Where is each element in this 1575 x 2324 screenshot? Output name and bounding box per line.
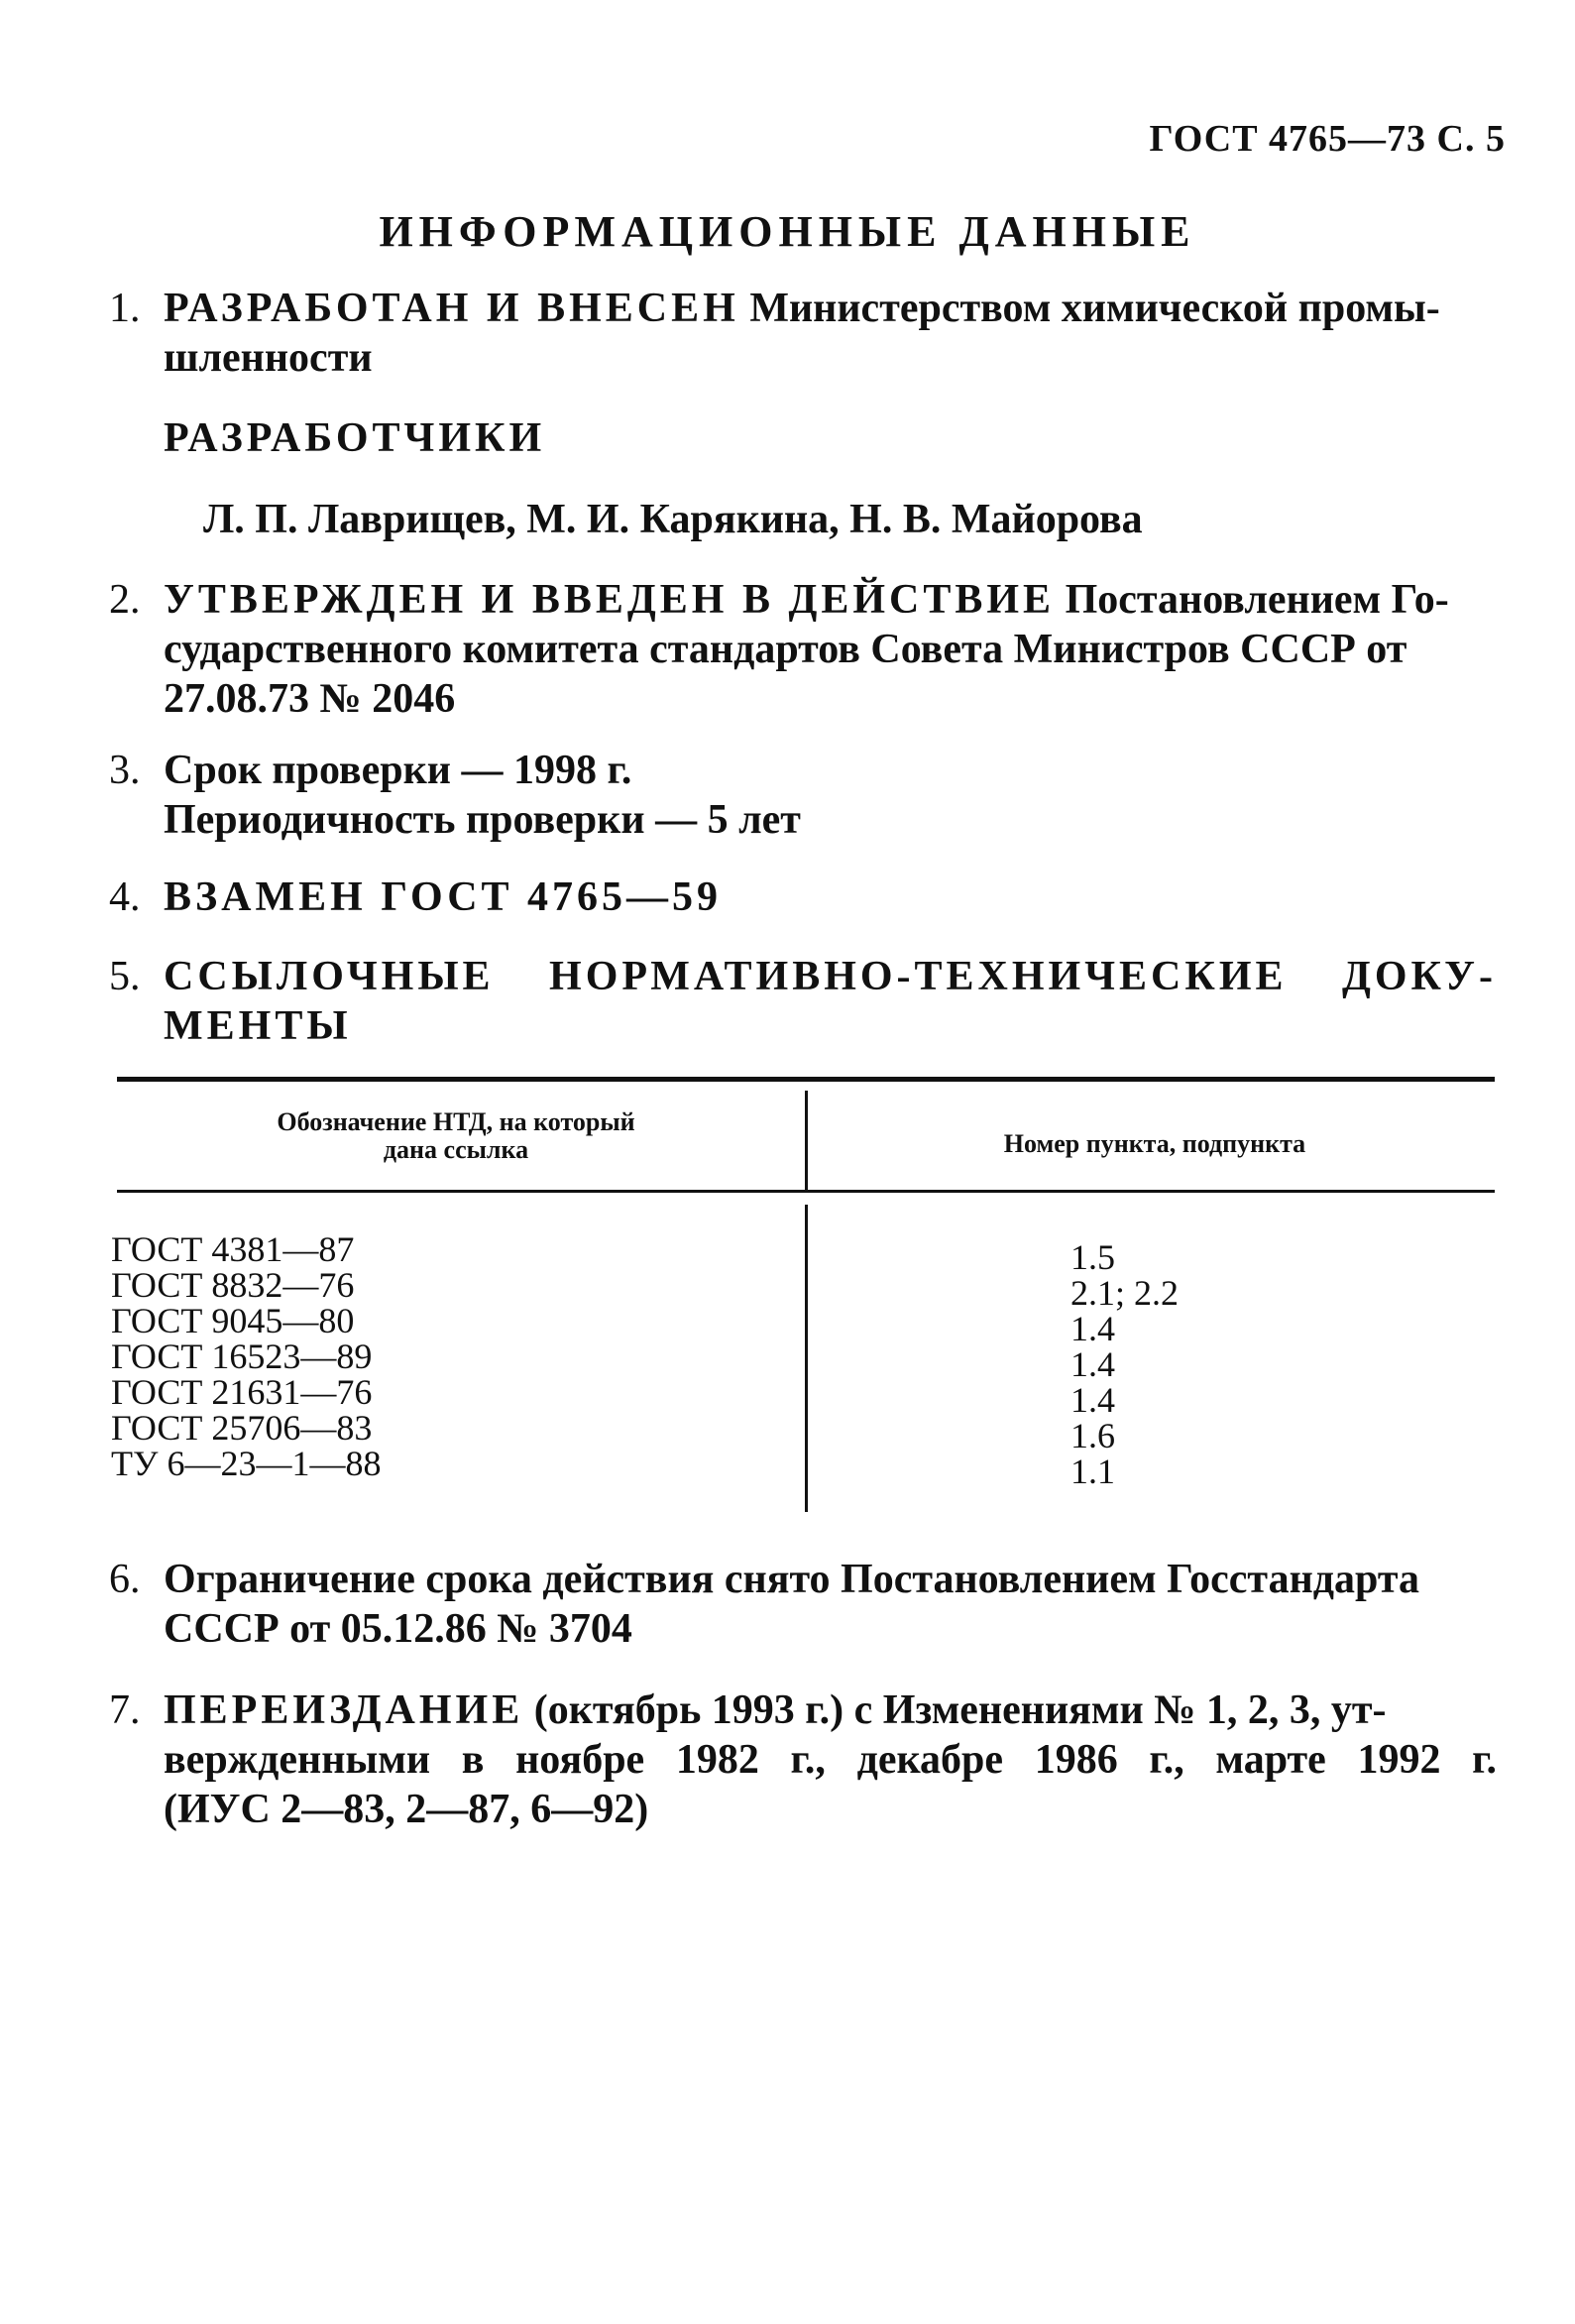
developers-heading: РАЗРАБОТЧИКИ — [164, 415, 546, 461]
item-text-cont: СССР от 05.12.86 № 3704 — [164, 1606, 632, 1652]
item-7 — [109, 1685, 1497, 1834]
table-cell-clause: 2.1; 2.2 — [1070, 1273, 1180, 1313]
table-cell-doc: ГОСТ 16523—89 — [111, 1336, 373, 1376]
item-3 — [109, 746, 1497, 845]
table-cell-doc: ГОСТ 8832—76 — [111, 1265, 355, 1305]
page-header: ГОСТ 4765—73 С. 5 — [1149, 118, 1506, 160]
table-header-rule — [117, 1190, 1495, 1193]
item-2 — [109, 575, 1497, 724]
developers-names: Л. П. Лаврищев, М. И. Карякина, Н. В. Майорова — [203, 497, 1143, 542]
item-text-cont: 27.08.73 № 2046 — [164, 676, 456, 722]
item-6 — [109, 1555, 1497, 1654]
table-col1 — [111, 1231, 381, 1481]
item-5 — [109, 952, 1497, 1051]
item-word: ДОКУ- — [1341, 954, 1497, 999]
col1-header — [139, 1108, 773, 1164]
item-number: 5. — [109, 954, 141, 999]
item-text: (октябрь 1993 г.) с Изменениями № 1, 2, 3, ут- — [533, 1687, 1387, 1733]
table-cell-clause: 1.5 — [1070, 1237, 1115, 1277]
item-number: 2. — [109, 577, 141, 623]
item-word: ССЫЛОЧНЫЕ — [164, 954, 495, 999]
item-text: Постановлением Го- — [1065, 577, 1449, 623]
item-text: Срок проверки — 1998 г. — [164, 748, 632, 793]
item-number: 7. — [109, 1687, 141, 1733]
item-number: 6. — [109, 1557, 141, 1602]
table-top-rule — [117, 1077, 1495, 1082]
table-cell-clause: 1.6 — [1070, 1416, 1115, 1455]
item-text-cont: вержденными в ноябре 1982 г., декабре 1986 г., марте 1992 г. — [164, 1737, 1497, 1783]
table-cell-doc: ГОСТ 9045—80 — [111, 1301, 355, 1340]
item-number: 1. — [109, 286, 141, 331]
table-cell-clause: 1.4 — [1070, 1380, 1115, 1420]
item-lead: ПЕРЕИЗДАНИЕ — [164, 1687, 524, 1733]
page-title: ИНФОРМАЦИОННЫЕ ДАННЫЕ — [379, 207, 1196, 256]
col2-header: Номер пункта, подпункта — [1003, 1129, 1306, 1158]
item-lead: УТВЕРЖДЕН И ВВЕДЕН В ДЕЙСТВИЕ — [164, 577, 1056, 623]
col1-header-line: Обозначение НТД, на который — [277, 1107, 635, 1136]
col1-header-line: дана ссылка — [383, 1135, 529, 1164]
table-cell-doc: ТУ 6—23—1—88 — [111, 1444, 382, 1483]
item-text: ВЗАМЕН ГОСТ 4765—59 — [164, 874, 723, 920]
item-text-cont: сударственного комитета стандартов Совета Министров СССР от — [164, 627, 1407, 672]
item-number: 3. — [109, 748, 141, 793]
item-text: Ограничение срока действия снято Постановлением Госстандарта — [164, 1557, 1419, 1602]
item-text-cont: Периодичность проверки — 5 лет — [164, 797, 801, 843]
table-cell-doc: ГОСТ 21631—76 — [111, 1372, 373, 1412]
item-text: Министерством химической промы- — [749, 286, 1440, 331]
table-col2 — [1070, 1239, 1269, 1489]
item-1 — [109, 284, 1497, 383]
item-text-cont: шленности — [164, 335, 373, 381]
item-4 — [109, 872, 1497, 922]
table-cell-clause: 1.4 — [1070, 1344, 1115, 1384]
item-text-cont: (ИУС 2—83, 2—87, 6—92) — [164, 1787, 649, 1832]
item-lead: РАЗРАБОТАН И ВНЕСЕН — [164, 286, 739, 331]
table-cell-doc: ГОСТ 4381—87 — [111, 1229, 355, 1269]
table-cell-doc: ГОСТ 25706—83 — [111, 1408, 373, 1448]
table-col-divider-body — [805, 1205, 808, 1512]
table-cell-clause: 1.1 — [1070, 1452, 1115, 1491]
table-cell-clause: 1.4 — [1070, 1309, 1115, 1348]
table-col-divider-header — [805, 1091, 808, 1190]
item-word: НОРМАТИВНО-ТЕХНИЧЕСКИЕ — [549, 954, 1288, 999]
item-text-cont: МЕНТЫ — [164, 1003, 352, 1049]
item-number: 4. — [109, 874, 141, 920]
